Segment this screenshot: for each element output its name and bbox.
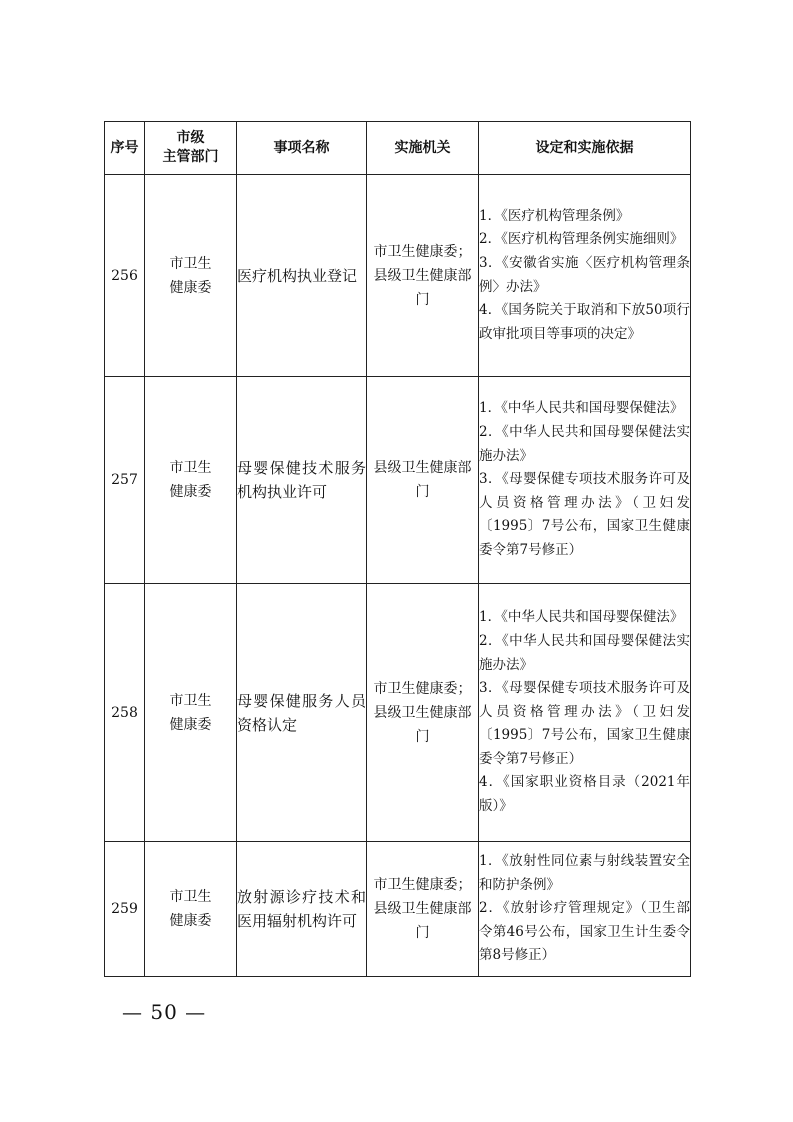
basis-item: 1．《医疗机构管理条例》: [479, 207, 630, 224]
row-item: 放射源诊疗技术和医用辐射机构许可: [237, 842, 367, 977]
row-seq: 258: [105, 584, 145, 842]
row-basis: [479, 175, 691, 377]
table-header-row: [105, 122, 691, 175]
row-agency: 县级卫生健康部门: [367, 377, 479, 584]
basis-item: 3．《安徽省实施〈医疗机构管理条例〉办法》: [479, 254, 690, 295]
basis-item: 1．《中华人民共和国母婴保健法》: [479, 400, 684, 417]
row-agency: 市卫生健康委；县级卫生健康部门: [367, 584, 479, 842]
row-basis: [479, 842, 691, 977]
row-dept: 市卫生健康委: [145, 377, 237, 584]
header-dept-line1: 市级: [176, 130, 205, 146]
header-dept-line2: 主管部门: [162, 149, 219, 165]
header-seq: 序号: [105, 122, 145, 175]
row-agency: 市卫生健康委；县级卫生健康部门: [367, 175, 479, 377]
row-dept: 市卫生健康委: [145, 842, 237, 977]
basis-item: 1．《中华人民共和国母婴保健法》: [479, 609, 684, 626]
table-row: [105, 584, 691, 842]
header-item: 事项名称: [237, 122, 367, 175]
page-number: — 50 —: [122, 1000, 207, 1024]
basis-item: 2．《医疗机构管理条例实施细则》: [479, 231, 684, 248]
header-agency: 实施机关: [367, 122, 479, 175]
header-dept: [145, 122, 237, 175]
row-dept: 市卫生健康委: [145, 175, 237, 377]
approval-items-table: [104, 121, 691, 977]
row-seq: 256: [105, 175, 145, 377]
basis-item: 4．《国家职业资格目录（2021年版）》: [479, 774, 690, 815]
row-seq: 259: [105, 842, 145, 977]
row-item: 母婴保健技术服务机构执业许可: [237, 377, 367, 584]
basis-item: 2．《中华人民共和国母婴保健法实施办法》: [479, 632, 690, 673]
row-item: 医疗机构执业登记: [237, 175, 367, 377]
basis-item: 2．《放射诊疗管理规定》（卫生部令第46号公布，国家卫生计生委令第8号修正）: [479, 900, 690, 964]
row-item: 母婴保健服务人员资格认定: [237, 584, 367, 842]
table-row: [105, 175, 691, 377]
row-basis: [479, 377, 691, 584]
table-row: [105, 842, 691, 977]
row-seq: 257: [105, 377, 145, 584]
basis-item: 3．《母婴保健专项技术服务许可及人员资格管理办法》（卫妇发〔1995〕7号公布，国家卫生健康委令第7号修正）: [479, 471, 690, 558]
row-agency: 市卫生健康委；县级卫生健康部门: [367, 842, 479, 977]
basis-item: 1．《放射性同位素与射线装置安全和防护条例》: [479, 853, 690, 893]
row-dept: 市卫生健康委: [145, 584, 237, 842]
row-basis: [479, 584, 691, 842]
basis-item: 2．《中华人民共和国母婴保健法实施办法》: [479, 424, 690, 464]
header-basis: 设定和实施依据: [479, 122, 691, 175]
basis-item: 3．《母婴保健专项技术服务许可及人员资格管理办法》（卫妇发〔1995〕7号公布，国家卫生健康委令第7号修正）: [479, 680, 690, 767]
basis-item: 4．《国务院关于取消和下放50项行政审批项目等事项的决定》: [479, 302, 690, 342]
table-row: [105, 377, 691, 584]
